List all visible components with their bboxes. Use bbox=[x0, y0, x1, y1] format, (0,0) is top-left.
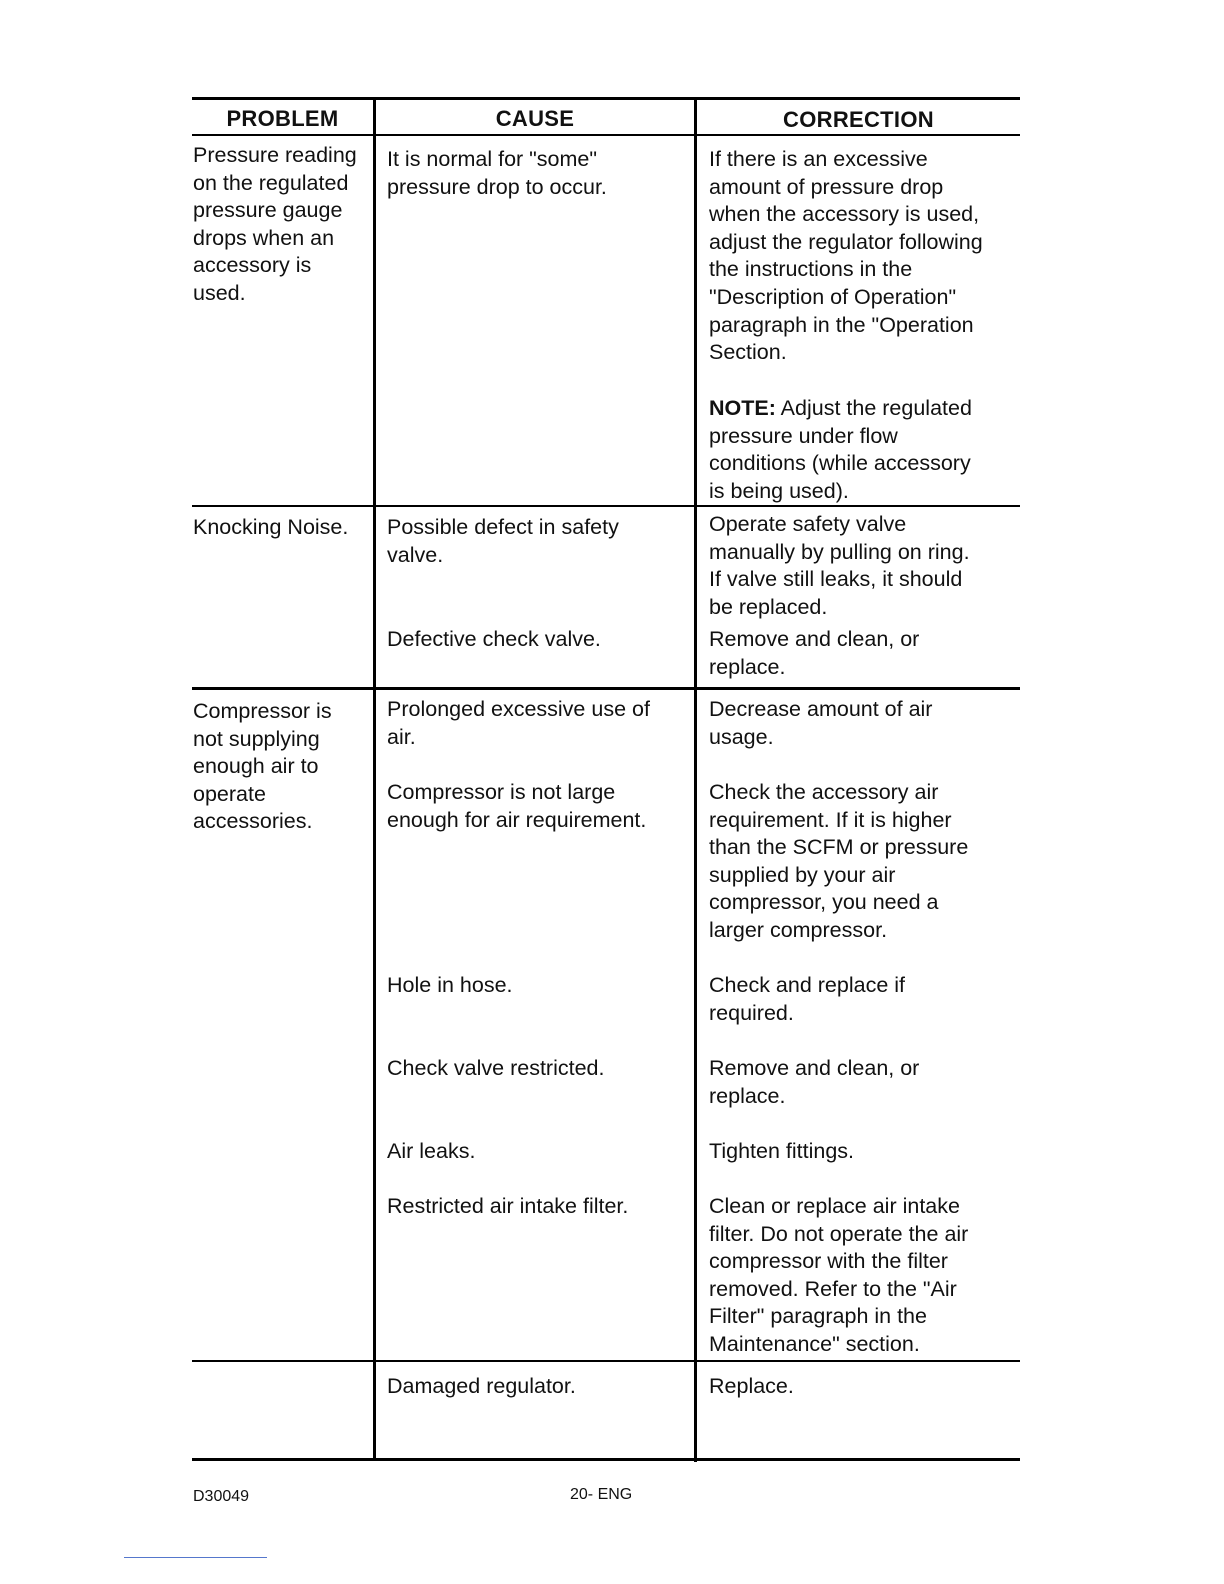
page-number: 20- ENG bbox=[570, 1486, 633, 1503]
row2-problem bbox=[193, 514, 348, 542]
row3-correction-f bbox=[709, 1193, 968, 1359]
text-line: Decrease amount of air bbox=[709, 697, 933, 721]
text-line: conditions (while accessory bbox=[709, 451, 971, 476]
text-line: used. bbox=[193, 280, 246, 305]
row3-cause-c bbox=[387, 972, 513, 1000]
text-line: If there is an excessive bbox=[709, 147, 928, 171]
row3-correction-b bbox=[709, 779, 968, 945]
text-line: compressor, you need a bbox=[709, 890, 939, 915]
text-line: replace. bbox=[709, 654, 786, 679]
row2-correction-b bbox=[709, 626, 919, 681]
text-line: usage. bbox=[709, 724, 774, 749]
text-line: valve. bbox=[387, 542, 444, 567]
document-code: D30049 bbox=[193, 1488, 250, 1505]
text-line: pressure drop to occur. bbox=[387, 174, 607, 199]
text-line: Remove and clean, or bbox=[709, 627, 920, 651]
text-line: filter. Do not operate the air bbox=[709, 1221, 969, 1246]
column-divider bbox=[373, 99, 376, 1460]
row1-cause bbox=[387, 146, 607, 201]
row4-correction bbox=[709, 1373, 794, 1401]
text-line: Operate safety valve bbox=[709, 512, 907, 536]
row3-correction-a bbox=[709, 696, 932, 751]
text-line: air. bbox=[387, 724, 416, 749]
row3-cause-e bbox=[387, 1138, 475, 1166]
text-line: Air leaks. bbox=[387, 1139, 476, 1163]
text-line: adjust the regulator following bbox=[709, 229, 983, 254]
text-line: Clean or replace air intake bbox=[709, 1194, 960, 1218]
row1-note bbox=[709, 395, 972, 505]
row1-correction bbox=[709, 146, 983, 367]
table-top-rule bbox=[192, 97, 1020, 100]
row3-correction-c bbox=[709, 972, 905, 1027]
row-divider bbox=[192, 1360, 1020, 1362]
text-line: Filter" paragraph in the bbox=[709, 1304, 927, 1329]
header-cause: CAUSE bbox=[495, 106, 575, 131]
text-line: supplied by your air bbox=[709, 862, 896, 887]
text-line: Restricted air intake filter. bbox=[387, 1194, 629, 1218]
text-line: Prolonged excessive use of bbox=[387, 697, 650, 721]
text-line: operate bbox=[193, 781, 266, 806]
note-continuation bbox=[709, 423, 972, 506]
row3-cause-a bbox=[387, 696, 650, 751]
text-line: the instructions in the bbox=[709, 257, 913, 282]
text-line: Knocking Noise. bbox=[193, 515, 349, 539]
text-line: drops when an bbox=[193, 225, 335, 250]
row2-cause-a bbox=[387, 514, 619, 569]
text-line: Replace. bbox=[709, 1374, 794, 1398]
text-line: not supplying bbox=[193, 726, 320, 751]
text-line: Maintenance" section. bbox=[709, 1331, 920, 1356]
note-label: NOTE: bbox=[709, 396, 776, 420]
text-line: Hole in hose. bbox=[387, 973, 513, 997]
text-line: manually by pulling on ring. bbox=[709, 539, 970, 564]
text-line: "Description of Operation" bbox=[709, 284, 957, 309]
text-line: than the SCFM or pressure bbox=[709, 835, 969, 860]
text-line: pressure gauge bbox=[193, 198, 343, 223]
text-line: Possible defect in safety bbox=[387, 515, 619, 539]
row1-problem bbox=[193, 142, 357, 308]
text-line: Tighten fittings. bbox=[709, 1139, 854, 1163]
row3-correction-e bbox=[709, 1138, 854, 1166]
text-line: larger compressor. bbox=[709, 917, 888, 942]
text-line: when the accessory is used, bbox=[709, 202, 980, 227]
text-line: enough air to bbox=[193, 754, 319, 779]
text-line: accessories. bbox=[193, 809, 313, 834]
text-line: Remove and clean, or bbox=[709, 1056, 920, 1080]
text-line: Damaged regulator. bbox=[387, 1374, 576, 1398]
column-divider bbox=[694, 99, 697, 1462]
text-line: Check and replace if bbox=[709, 973, 905, 997]
row3-cause-f bbox=[387, 1193, 628, 1221]
text-line: compressor with the filter bbox=[709, 1249, 948, 1274]
text-line: pressure under flow bbox=[709, 423, 898, 448]
note-text: Adjust the regulated bbox=[775, 396, 972, 420]
text-line: replace. bbox=[709, 1083, 786, 1108]
text-line: Section. bbox=[709, 340, 787, 365]
text-line: is being used). bbox=[709, 478, 849, 503]
text-line: enough for air requirement. bbox=[387, 807, 647, 832]
row2-correction-a bbox=[709, 511, 970, 621]
row2-cause-b bbox=[387, 626, 601, 654]
row3-cause-b bbox=[387, 779, 646, 834]
row3-problem bbox=[193, 698, 332, 836]
text-line: required. bbox=[709, 1000, 794, 1025]
table-bottom-rule bbox=[192, 1458, 1020, 1461]
text-line: be replaced. bbox=[709, 594, 828, 619]
text-line: requirement. If it is higher bbox=[709, 807, 952, 832]
text-line: on the regulated bbox=[193, 170, 349, 195]
text-line: Check the accessory air bbox=[709, 780, 939, 804]
row4-cause bbox=[387, 1373, 576, 1401]
row3-correction-d bbox=[709, 1055, 919, 1110]
header-bottom-rule bbox=[192, 134, 1020, 136]
text-line: It is normal for "some" bbox=[387, 147, 598, 171]
text-line: Pressure reading bbox=[193, 143, 357, 167]
text-line: Check valve restricted. bbox=[387, 1056, 605, 1080]
header-correction: CORRECTION bbox=[783, 107, 934, 132]
header-problem: PROBLEM bbox=[226, 106, 339, 131]
text-line: paragraph in the "Operation bbox=[709, 312, 974, 337]
blue-underline-mark bbox=[124, 1557, 267, 1558]
text-line: amount of pressure drop bbox=[709, 174, 944, 199]
text-line: removed. Refer to the "Air bbox=[709, 1276, 957, 1301]
text-line: accessory is bbox=[193, 253, 312, 278]
text-line: If valve still leaks, it should bbox=[709, 567, 963, 592]
row-divider bbox=[192, 687, 1020, 690]
text-line: Compressor is not large bbox=[387, 780, 616, 804]
text-line: Compressor is bbox=[193, 699, 332, 723]
text-line: Defective check valve. bbox=[387, 627, 601, 651]
row3-cause-d bbox=[387, 1055, 604, 1083]
